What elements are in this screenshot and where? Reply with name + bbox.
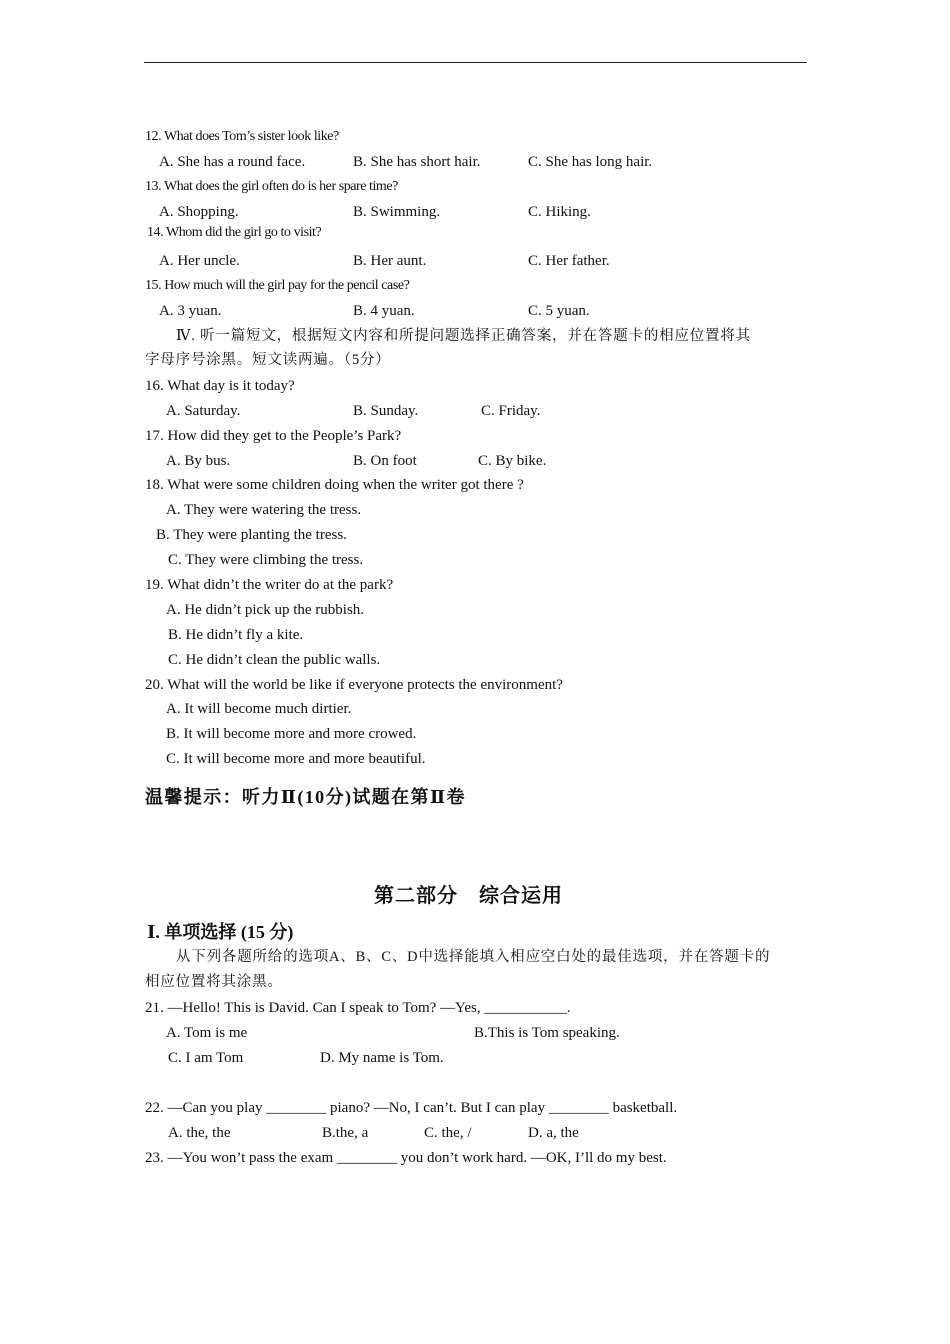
q13-option-b: B. Swimming. <box>353 204 441 220</box>
question-16: 16. What day is it today? <box>145 378 295 394</box>
q22-option-a: A. the, the <box>168 1125 231 1141</box>
header-rule <box>144 62 807 63</box>
q19-option-a: A. He didn’t pick up the rubbish. <box>166 602 365 618</box>
question-14: 14. Whom did the girl go to visit? <box>147 225 322 240</box>
q14-option-a: A. Her uncle. <box>159 253 240 269</box>
part-2-title: 第二部分 综合运用 <box>374 885 563 907</box>
q20-option-a: A. It will become much dirtier. <box>166 701 352 717</box>
question-17: 17. How did they get to the People’s Park? <box>145 428 402 444</box>
q12-option-a: A. She has a round face. <box>159 154 306 170</box>
question-21: 21. —Hello! This is David. Can I speak to Tom? —Yes, ___________. <box>145 1000 571 1016</box>
section-1-instruction-cont: 相应位置将其涂黑。 <box>145 974 283 990</box>
q13-option-a: A. Shopping. <box>159 204 239 220</box>
q14-option-c: C. Her father. <box>528 253 610 269</box>
q18-option-a: A. They were watering the tress. <box>166 502 362 518</box>
q21-option-b: B.This is Tom speaking. <box>474 1025 620 1041</box>
section-4-instruction: Ⅳ. 听一篇短文，根据短文内容和所提问题选择正确答案，并在答题卡的相应位置将其 <box>176 328 751 344</box>
q22-option-b: B.the, a <box>322 1125 369 1141</box>
q16-option-a: A. Saturday. <box>166 403 241 419</box>
q15-option-a: A. 3 yuan. <box>159 303 222 319</box>
q13-option-c: C. Hiking. <box>528 204 591 220</box>
q19-option-b: B. He didn’t fly a kite. <box>168 627 304 643</box>
q22-option-d: D. a, the <box>528 1125 579 1141</box>
q20-option-b: B. It will become more and more crowed. <box>166 726 417 742</box>
question-22: 22. —Can you play ________ piano? —No, I can’t. But I can play ________ basketball. <box>145 1100 678 1116</box>
question-12: 12. What does Tom’s sister look like? <box>145 129 339 144</box>
question-20: 20. What will the world be like if everyone protects the environment? <box>145 677 563 693</box>
q21-option-a: A. Tom is me <box>166 1025 248 1041</box>
q16-option-c: C. Friday. <box>481 403 541 419</box>
q17-option-b: B. On foot <box>353 453 417 469</box>
section-1-heading: Ⅰ. 单项选择 (15 分) <box>147 922 294 942</box>
q15-option-c: C. 5 yuan. <box>528 303 590 319</box>
q16-option-b: B. Sunday. <box>353 403 419 419</box>
question-13: 13. What does the girl often do is her spare time? <box>145 179 398 194</box>
q14-option-b: B. Her aunt. <box>353 253 427 269</box>
q20-option-c: C. It will become more and more beautiful. <box>166 751 426 767</box>
question-23: 23. —You won’t pass the exam ________ you don’t work hard. —OK, I’ll do my best. <box>145 1150 667 1166</box>
q19-option-c: C. He didn’t clean the public walls. <box>168 652 381 668</box>
q17-option-c: C. By bike. <box>478 453 547 469</box>
listening-tip: 温馨提示：听力Ⅱ(10分)试题在第Ⅱ卷 <box>145 787 466 807</box>
q22-option-c: C. the, / <box>424 1125 472 1141</box>
q18-option-b: B. They were planting the tress. <box>156 527 347 543</box>
section-1-instruction: 从下列各题所给的选项A、B、C、D中选择能填入相应空白处的最佳选项，并在答题卡的 <box>176 949 771 965</box>
question-18: 18. What were some children doing when the writer got there ? <box>145 477 524 493</box>
q17-option-a: A. By bus. <box>166 453 231 469</box>
q21-option-d: D. My name is Tom. <box>320 1050 444 1066</box>
q12-option-c: C. She has long hair. <box>528 154 653 170</box>
q15-option-b: B. 4 yuan. <box>353 303 415 319</box>
q18-option-c: C. They were climbing the tress. <box>168 552 364 568</box>
q21-option-c: C. I am Tom <box>168 1050 244 1066</box>
question-19: 19. What didn’t the writer do at the park? <box>145 577 394 593</box>
question-15: 15. How much will the girl pay for the pencil case? <box>145 278 410 293</box>
section-4-instruction-cont: 字母序号涂黑。短文读两遍。（5分） <box>145 352 391 368</box>
q12-option-b: B. She has short hair. <box>353 154 481 170</box>
